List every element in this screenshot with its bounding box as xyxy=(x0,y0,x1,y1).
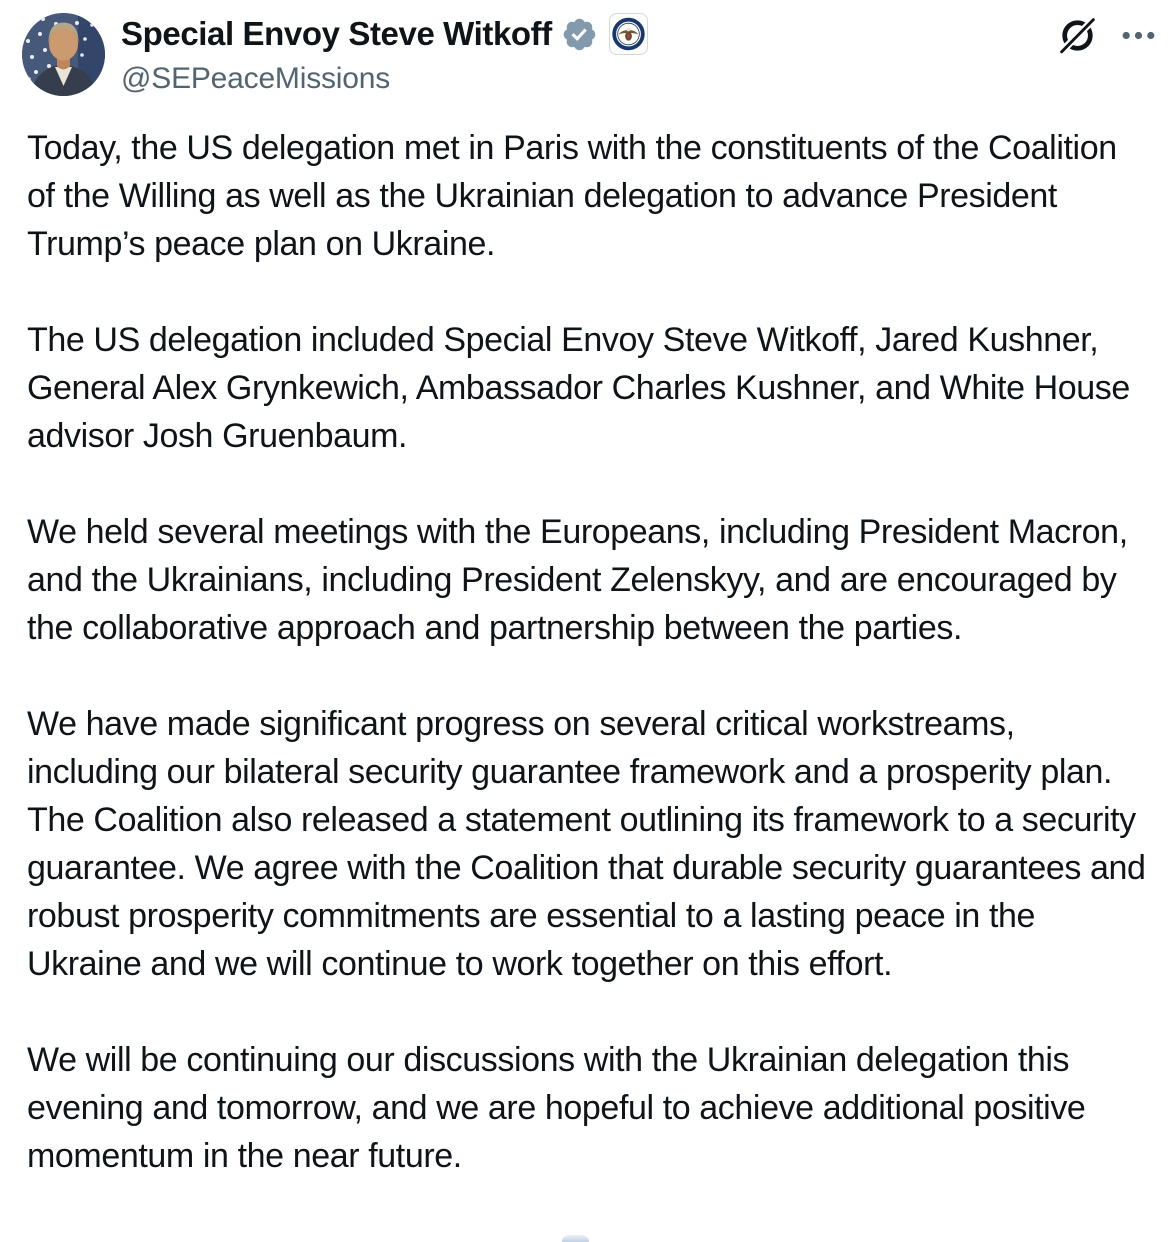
name-row xyxy=(121,13,648,55)
display-name[interactable]: Special Envoy Steve Witkoff xyxy=(121,15,552,52)
tweet-text xyxy=(27,124,1151,1180)
grok-icon[interactable] xyxy=(1057,15,1098,56)
tweet-paragraph-4: We have made significant progress on several critical workstreams, including our bilateral security guarantee framework and a prosperity plan. The Coalition also released a statement outlining its framework to a security guarantee. We agree with the Coalition that durable security guarantees and robust prosperity commitments are essential to a lasting peace in the Ukraine and we will continue to work together on this effort. xyxy=(27,705,1146,983)
cut-off-element-fragment xyxy=(562,1235,589,1242)
more-options-icon[interactable] xyxy=(1122,31,1155,40)
header-actions xyxy=(1057,13,1155,57)
tweet-paragraph-3: We held several meetings with the Europeans, including President Macron, and the Ukrainians, including President Zelenskyy, and are encouraged by the collaborative approach and partnership between the parties. xyxy=(27,513,1128,647)
tweet-paragraph-5: We will be continuing our discussions with the Ukrainian delegation this evening and tomorrow, and we are hopeful to achieve additional positive momentum in the near future. xyxy=(27,1041,1086,1175)
verified-badge-icon[interactable] xyxy=(561,16,598,53)
identity-block xyxy=(121,13,648,96)
tweet-header xyxy=(22,13,1155,96)
affiliate-badge-icon[interactable] xyxy=(609,13,648,55)
tweet-paragraph-1: Today, the US delegation met in Paris with the constituents of the Coalition of the Willing as well as the Ukrainian delegation to advance President Trump’s peace plan on Ukraine. xyxy=(27,129,1117,263)
tweet-paragraph-2: The US delegation included Special Envoy Steve Witkoff, Jared Kushner, General Alex Grynkewich, Ambassador Charles Kushner, and White House advisor Josh Gruenbaum. xyxy=(27,321,1130,455)
avatar[interactable] xyxy=(22,13,105,96)
avatar-photo-graphic xyxy=(22,13,105,96)
user-handle[interactable]: @SEPeaceMissions xyxy=(121,62,391,95)
